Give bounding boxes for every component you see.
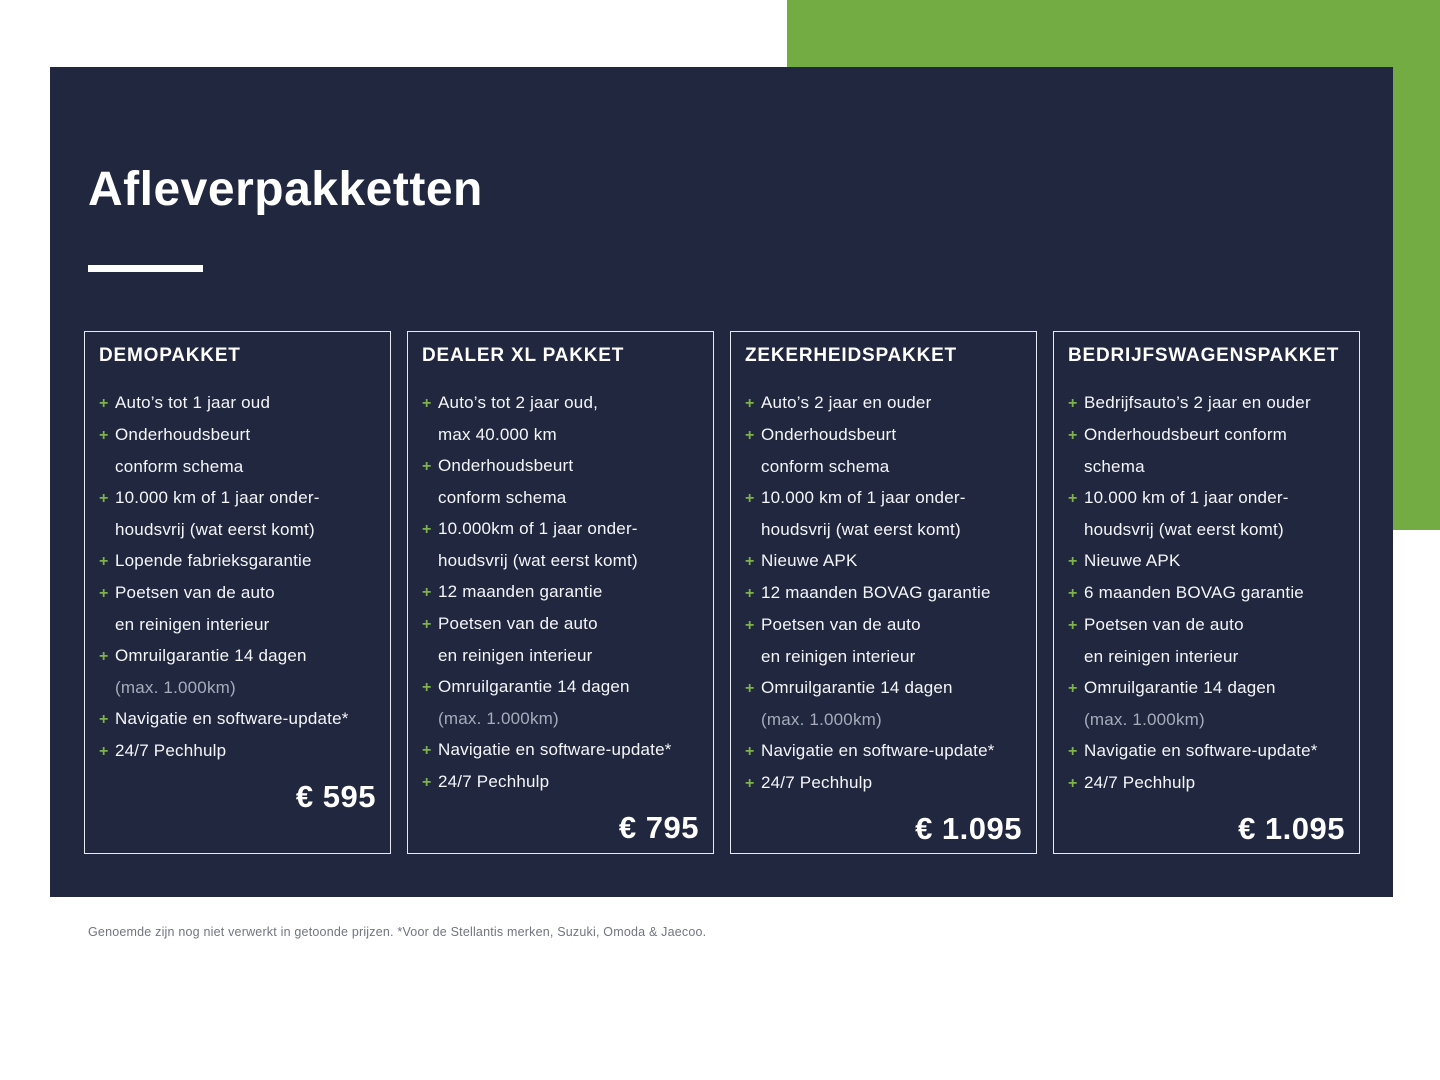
feature-text: Navigatie en software-update* [1084, 741, 1318, 760]
feature-line [422, 766, 699, 798]
title-underline [88, 265, 203, 272]
package-cards [84, 331, 1360, 854]
plus-icon: + [745, 395, 755, 412]
feature-line [422, 450, 699, 482]
feature-text: Poetsen van de auto [438, 614, 598, 633]
feature-line [1068, 672, 1345, 704]
plus-icon: + [745, 427, 755, 444]
feature-text: en reinigen interieur [761, 647, 916, 666]
feature-line [99, 482, 376, 514]
package-title: BEDRIJFSWAGENSPAKKET [1068, 345, 1340, 366]
plus-icon: + [1068, 585, 1078, 602]
feature-text: Poetsen van de auto [115, 583, 275, 602]
feature-text: Bedrijfsauto’s 2 jaar en ouder [1084, 393, 1311, 412]
feature-line [745, 419, 1022, 451]
feature-line [745, 672, 1022, 704]
feature-text: Onderhoudsbeurt [115, 425, 251, 444]
plus-icon: + [1068, 617, 1078, 634]
feature-text: (max. 1.000km) [438, 709, 559, 728]
feature-line [422, 387, 699, 419]
feature-line [1068, 609, 1345, 641]
plus-icon: + [99, 648, 109, 665]
feature-text: 24/7 Pechhulp [761, 773, 873, 792]
feature-line [422, 419, 699, 450]
plus-icon: + [99, 490, 109, 507]
feature-line [99, 703, 376, 735]
feature-text: en reinigen interieur [1084, 647, 1239, 666]
feature-line [422, 576, 699, 608]
feature-line [745, 609, 1022, 641]
feature-text: (max. 1.000km) [1084, 710, 1205, 729]
plus-icon: + [422, 458, 432, 475]
package-card-demopakket [84, 331, 391, 854]
plus-icon: + [1068, 395, 1078, 412]
feature-line [99, 419, 376, 451]
feature-line [745, 514, 1022, 545]
package-price: € 595 [295, 779, 376, 814]
feature-text: Auto’s tot 1 jaar oud [115, 393, 271, 412]
plus-icon: + [745, 490, 755, 507]
feature-line [422, 703, 699, 734]
feature-text: Poetsen van de auto [761, 615, 921, 634]
feature-text: Navigatie en software-update* [761, 741, 995, 760]
feature-line [1068, 577, 1345, 609]
feature-text: 10.000 km of 1 jaar onder- [1084, 488, 1289, 507]
feature-text: Auto’s 2 jaar en ouder [761, 393, 932, 412]
feature-text: Onderhoudsbeurt [438, 456, 574, 475]
feature-line [99, 577, 376, 609]
plus-icon: + [745, 553, 755, 570]
plus-icon: + [1068, 743, 1078, 760]
plus-icon: + [1068, 680, 1078, 697]
feature-text: 10.000 km of 1 jaar onder- [115, 488, 320, 507]
feature-line [422, 545, 699, 576]
feature-line [99, 609, 376, 640]
feature-text: conform schema [761, 457, 890, 476]
feature-line [1068, 514, 1345, 545]
feature-text: houdsvrij (wat eerst komt) [761, 520, 961, 539]
feature-text: Navigatie en software-update* [438, 740, 672, 759]
feature-line [422, 482, 699, 513]
plus-icon: + [745, 680, 755, 697]
feature-line [745, 704, 1022, 735]
package-feature-list [745, 387, 1022, 799]
feature-text: Nieuwe APK [761, 551, 858, 570]
feature-text: houdsvrij (wat eerst komt) [438, 551, 638, 570]
feature-line [1068, 451, 1345, 482]
feature-text: schema [1084, 457, 1145, 476]
package-title: DEALER XL PAKKET [422, 345, 625, 366]
package-price: € 1.095 [915, 811, 1022, 846]
feature-line [99, 387, 376, 419]
package-price: € 1.095 [1238, 811, 1345, 846]
feature-text: Onderhoudsbeurt conform [1084, 425, 1288, 444]
plus-icon: + [99, 553, 109, 570]
feature-text: 10.000 km of 1 jaar onder- [761, 488, 966, 507]
feature-line [422, 608, 699, 640]
feature-text: 24/7 Pechhulp [1084, 773, 1196, 792]
feature-line [1068, 767, 1345, 799]
feature-line [422, 640, 699, 671]
feature-text: Omruilgarantie 14 dagen [115, 646, 307, 665]
plus-icon: + [422, 584, 432, 601]
feature-line [99, 514, 376, 545]
plus-icon: + [422, 679, 432, 696]
plus-icon: + [99, 395, 109, 412]
plus-icon: + [422, 742, 432, 759]
feature-text: 12 maanden garantie [438, 582, 603, 601]
package-feature-list [422, 387, 699, 798]
plus-icon: + [745, 775, 755, 792]
feature-text: Onderhoudsbeurt [761, 425, 897, 444]
feature-line [99, 640, 376, 672]
feature-line [1068, 387, 1345, 419]
feature-text: 10.000km of 1 jaar onder- [438, 519, 638, 538]
feature-line [745, 735, 1022, 767]
packages-panel [50, 67, 1393, 897]
feature-line [422, 513, 699, 545]
plus-icon: + [745, 617, 755, 634]
feature-text: Auto’s tot 2 jaar oud, [438, 393, 599, 412]
feature-text: Poetsen van de auto [1084, 615, 1244, 634]
feature-text: conform schema [115, 457, 244, 476]
plus-icon: + [422, 395, 432, 412]
package-price: € 795 [618, 810, 699, 845]
feature-text: (max. 1.000km) [761, 710, 882, 729]
plus-icon: + [745, 743, 755, 760]
feature-text: Lopende fabrieksgarantie [115, 551, 312, 570]
package-card-zekerheidspakket [730, 331, 1037, 854]
feature-text: conform schema [438, 488, 567, 507]
feature-text: Omruilgarantie 14 dagen [1084, 678, 1276, 697]
package-title: ZEKERHEIDSPAKKET [745, 345, 957, 366]
package-card-bedrijfswagenspakket [1053, 331, 1360, 854]
feature-text: Nieuwe APK [1084, 551, 1181, 570]
feature-line [99, 672, 376, 703]
feature-line [745, 641, 1022, 672]
feature-line [1068, 545, 1345, 577]
feature-line [1068, 419, 1345, 451]
feature-text: 6 maanden BOVAG garantie [1084, 583, 1304, 602]
feature-text: Omruilgarantie 14 dagen [761, 678, 953, 697]
feature-text: Navigatie en software-update* [115, 709, 349, 728]
feature-line [1068, 482, 1345, 514]
feature-line [745, 767, 1022, 799]
feature-line [745, 545, 1022, 577]
package-title: DEMOPAKKET [99, 345, 241, 366]
plus-icon: + [1068, 427, 1078, 444]
plus-icon: + [99, 427, 109, 444]
plus-icon: + [1068, 490, 1078, 507]
feature-line [745, 387, 1022, 419]
feature-text: 12 maanden BOVAG garantie [761, 583, 991, 602]
plus-icon: + [1068, 775, 1078, 792]
feature-text: 24/7 Pechhulp [438, 772, 550, 791]
plus-icon: + [1068, 553, 1078, 570]
feature-line [99, 545, 376, 577]
footnote: Genoemde zijn nog niet verwerkt in getoonde prijzen. *Voor de Stellantis merken, Suzuki, Omoda & Jaecoo. [88, 925, 707, 939]
plus-icon: + [422, 616, 432, 633]
feature-line [99, 735, 376, 767]
feature-line [1068, 641, 1345, 672]
plus-icon: + [745, 585, 755, 602]
feature-text: 24/7 Pechhulp [115, 741, 227, 760]
plus-icon: + [99, 585, 109, 602]
feature-line [422, 734, 699, 766]
feature-text: en reinigen interieur [115, 615, 270, 634]
plus-icon: + [99, 711, 109, 728]
feature-line [422, 671, 699, 703]
plus-icon: + [422, 521, 432, 538]
package-feature-list [1068, 387, 1345, 799]
feature-text: max 40.000 km [438, 425, 557, 444]
feature-text: houdsvrij (wat eerst komt) [115, 520, 315, 539]
feature-line [99, 451, 376, 482]
feature-line [745, 482, 1022, 514]
plus-icon: + [99, 743, 109, 760]
feature-text: (max. 1.000km) [115, 678, 236, 697]
feature-text: en reinigen interieur [438, 646, 593, 665]
package-feature-list [99, 387, 376, 767]
plus-icon: + [422, 774, 432, 791]
feature-text: Omruilgarantie 14 dagen [438, 677, 630, 696]
feature-line [1068, 704, 1345, 735]
page-title: Afleverpakketten [88, 163, 483, 216]
feature-line [745, 451, 1022, 482]
feature-line [745, 577, 1022, 609]
feature-line [1068, 735, 1345, 767]
feature-text: houdsvrij (wat eerst komt) [1084, 520, 1284, 539]
package-card-dealer-xl-pakket [407, 331, 714, 854]
